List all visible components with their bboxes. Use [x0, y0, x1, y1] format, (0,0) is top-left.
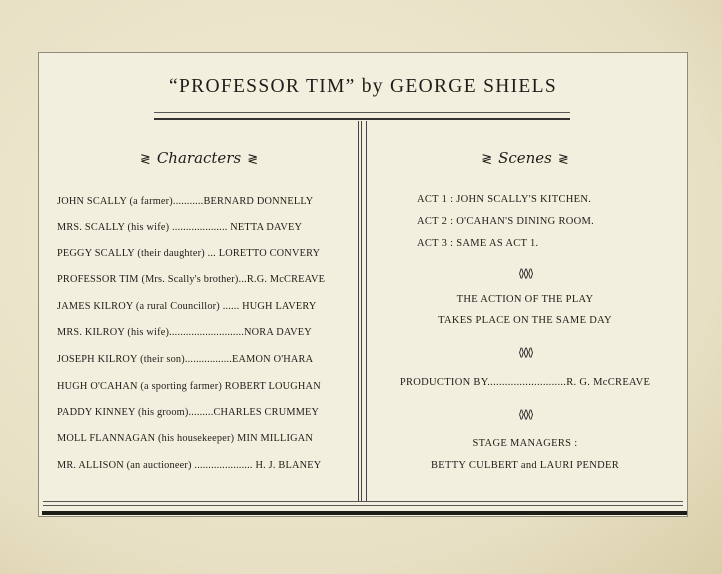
action-note: THE ACTION OF THE PLAY	[456, 294, 594, 305]
action-note: TAKES PLACE ON THE SAME DAY	[438, 315, 612, 326]
column-divider	[358, 121, 367, 501]
ornament-icon: ⟨⟩⟨⟩⟨⟩	[518, 347, 532, 359]
stage-managers-heading: STAGE MANAGERS :	[472, 438, 578, 449]
ornament-icon: ⟨⟩⟨⟩⟨⟩	[518, 409, 532, 421]
cast-row: PADDY KINNEY (his groom).........CHARLES CRUMMEY	[57, 407, 320, 418]
ornament-icon: ≷	[247, 152, 259, 167]
cast-row: JOHN SCALLY (a farmer)...........BERNARD DONNELLY	[57, 196, 314, 207]
cast-row: JAMES KILROY (a rural Councillor) ...... HUGH LAVERY	[57, 301, 317, 312]
cast-row: MRS. SCALLY (his wife) .................... NETTA DAVEY	[57, 222, 303, 233]
bottom-rule	[43, 505, 683, 506]
ornament-icon: ≷	[481, 152, 493, 167]
cast-row: MOLL FLANNAGAN (his housekeeper) MIN MILLIGAN	[57, 433, 313, 444]
cast-row: JOSEPH KILROY (their son).................EAMON O'HARA	[57, 354, 314, 365]
ornament-icon: ⟨⟩⟨⟩⟨⟩	[518, 268, 532, 280]
cast-row: PEGGY SCALLY (their daughter) ... LORETTO CONVERY	[57, 248, 321, 259]
production-credit: PRODUCTION BY...........................R. G. McCREAVE	[399, 377, 651, 388]
ornament-icon: ≷	[557, 152, 569, 167]
act-line: ACT 3 : SAME AS ACT 1.	[417, 238, 539, 249]
act-line: ACT 1 : JOHN SCALLY'S KITCHEN.	[417, 194, 592, 205]
bottom-rule	[43, 501, 683, 502]
scenes-heading: ≷ Scenes ≷	[481, 149, 569, 167]
cast-row: PROFESSOR TIM (Mrs. Scally's brother)...R.G. McCREAVE	[57, 274, 326, 285]
bottom-bar	[42, 511, 687, 515]
title-rule	[154, 112, 570, 120]
programme-page	[38, 52, 688, 517]
stage-managers-names: BETTY CULBERT and LAURI PENDER	[430, 460, 620, 471]
cast-row: MRS. KILROY (his wife)...........................NORA DAVEY	[57, 327, 312, 338]
act-line: ACT 2 : O'CAHAN'S DINING ROOM.	[417, 216, 595, 227]
ornament-icon: ≷	[139, 152, 151, 167]
cast-row: HUGH O'CAHAN (a sporting farmer) ROBERT LOUGHAN	[57, 381, 321, 392]
characters-heading: ≷ Characters ≷	[139, 149, 259, 167]
programme-title: “PROFESSOR TIM” by GEORGE SHIELS	[169, 76, 557, 97]
cast-row: MR. ALLISON (an auctioneer) ..................... H. J. BLANEY	[57, 460, 322, 471]
